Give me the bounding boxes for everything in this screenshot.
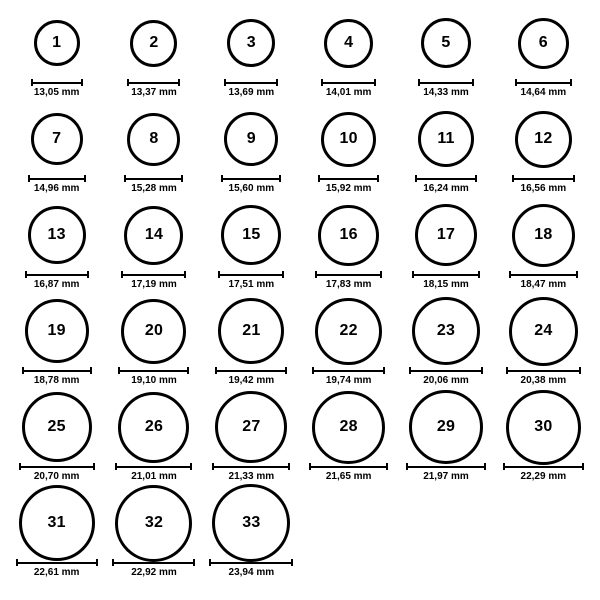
dimension-line bbox=[115, 466, 192, 468]
dimension-line bbox=[406, 466, 486, 468]
ring-diameter-label: 15,60 mm bbox=[228, 183, 275, 194]
dimension-line bbox=[124, 178, 183, 180]
ring-dimension bbox=[209, 559, 293, 578]
ring-diameter-label: 20,70 mm bbox=[33, 471, 80, 482]
dimension-line bbox=[16, 562, 98, 564]
dimension-line bbox=[121, 274, 186, 276]
ring-size-cell bbox=[397, 12, 494, 108]
ring-dimension bbox=[224, 79, 278, 98]
ring-size-number: 30 bbox=[534, 418, 553, 435]
ring-dimension bbox=[218, 271, 284, 290]
ring-size-number: 15 bbox=[242, 226, 261, 243]
ring-circle bbox=[227, 19, 275, 67]
dimension-bar-icon bbox=[121, 271, 186, 278]
ring-size-cell bbox=[397, 108, 494, 204]
ring-circle-wrap bbox=[221, 204, 281, 266]
ring-size-cell bbox=[105, 300, 202, 396]
ring-size-cell bbox=[203, 492, 300, 588]
ring-dimension bbox=[112, 559, 195, 578]
dimension-bar-icon bbox=[318, 175, 379, 182]
ring-size-cell bbox=[495, 204, 592, 300]
dimension-bar-icon bbox=[221, 175, 281, 182]
ring-circle bbox=[118, 392, 189, 463]
dimension-line bbox=[509, 274, 578, 276]
dimension-line bbox=[309, 466, 388, 468]
dimension-bar-icon bbox=[321, 79, 376, 86]
ring-circle-wrap bbox=[19, 492, 95, 554]
ring-circle-wrap bbox=[212, 492, 290, 554]
ring-size-number: 9 bbox=[246, 130, 256, 147]
dimension-line bbox=[118, 370, 189, 372]
ring-diameter-label: 17,83 mm bbox=[325, 279, 372, 290]
ring-dimension bbox=[318, 175, 379, 194]
ring-circle-wrap bbox=[224, 108, 278, 170]
ring-size-number: 21 bbox=[242, 322, 261, 339]
dimension-bar-icon bbox=[124, 175, 183, 182]
ring-circle bbox=[19, 485, 95, 561]
ring-dimension bbox=[321, 79, 376, 98]
ring-circle-wrap bbox=[315, 300, 382, 362]
ring-diameter-label: 19,42 mm bbox=[228, 375, 275, 386]
ring-circle bbox=[518, 18, 569, 69]
ring-size-number: 3 bbox=[246, 34, 256, 51]
ring-circle bbox=[412, 297, 480, 365]
dimension-line bbox=[506, 370, 581, 372]
ring-size-number: 10 bbox=[339, 130, 358, 147]
ring-size-cell bbox=[8, 12, 105, 108]
ring-circle-wrap bbox=[130, 12, 177, 74]
dimension-bar-icon bbox=[31, 79, 83, 86]
ring-circle-wrap bbox=[409, 396, 483, 458]
ring-size-cell bbox=[203, 204, 300, 300]
ring-size-number: 11 bbox=[437, 130, 455, 147]
dimension-line bbox=[31, 82, 83, 84]
dimension-bar-icon bbox=[16, 559, 98, 566]
ring-dimension bbox=[121, 271, 186, 290]
ring-dimension bbox=[127, 79, 180, 98]
dimension-bar-icon bbox=[209, 559, 293, 566]
ring-size-cell bbox=[203, 108, 300, 204]
ring-diameter-label: 13,05 mm bbox=[33, 87, 80, 98]
dimension-bar-icon bbox=[19, 463, 95, 470]
ring-circle bbox=[28, 206, 86, 264]
ring-circle bbox=[418, 111, 474, 167]
ring-dimension bbox=[312, 367, 385, 386]
dimension-bar-icon bbox=[512, 175, 575, 182]
ring-circle-wrap bbox=[118, 396, 189, 458]
ring-size-number: 26 bbox=[144, 418, 164, 435]
ring-size-cell bbox=[105, 12, 202, 108]
ring-diameter-label: 20,06 mm bbox=[423, 375, 469, 386]
ring-circle-wrap bbox=[512, 204, 575, 266]
ring-size-cell bbox=[8, 204, 105, 300]
ring-dimension bbox=[31, 79, 83, 98]
ring-circle-wrap bbox=[34, 12, 80, 74]
ring-circle bbox=[321, 112, 376, 167]
dimension-line bbox=[127, 82, 180, 84]
ring-circle bbox=[218, 298, 284, 364]
ring-circle-wrap bbox=[421, 12, 471, 74]
ring-diameter-label: 16,24 mm bbox=[423, 183, 469, 194]
ring-diameter-label: 21,65 mm bbox=[325, 471, 372, 482]
ring-dimension bbox=[16, 559, 98, 578]
ring-size-cell bbox=[203, 300, 300, 396]
ring-dimension bbox=[221, 175, 281, 194]
ring-size-cell bbox=[203, 396, 300, 492]
dimension-bar-icon bbox=[503, 463, 584, 470]
ring-dimension bbox=[406, 463, 486, 482]
ring-dimension bbox=[412, 271, 480, 290]
ring-diameter-label: 15,92 mm bbox=[325, 183, 372, 194]
ring-diameter-label: 20,38 mm bbox=[520, 375, 567, 386]
ring-dimension bbox=[309, 463, 388, 482]
ring-circle bbox=[34, 20, 80, 66]
ring-diameter-label: 14,96 mm bbox=[33, 183, 80, 194]
ring-diameter-label: 19,74 mm bbox=[325, 375, 372, 386]
dimension-line bbox=[515, 82, 572, 84]
dimension-bar-icon bbox=[412, 271, 480, 278]
ring-circle-wrap bbox=[215, 396, 287, 458]
ring-dimension bbox=[506, 367, 581, 386]
ring-dimension bbox=[418, 79, 474, 98]
dimension-bar-icon bbox=[25, 271, 89, 278]
ring-diameter-label: 17,19 mm bbox=[131, 279, 177, 290]
ring-circle-wrap bbox=[506, 396, 581, 458]
ring-diameter-label: 22,92 mm bbox=[131, 567, 177, 578]
dimension-bar-icon bbox=[224, 79, 278, 86]
ring-circle bbox=[25, 299, 89, 363]
ring-size-number: 5 bbox=[441, 34, 451, 51]
ring-dimension bbox=[212, 463, 290, 482]
ring-size-cell bbox=[397, 396, 494, 492]
dimension-bar-icon bbox=[28, 175, 86, 182]
dimension-line bbox=[212, 466, 290, 468]
dimension-bar-icon bbox=[515, 79, 572, 86]
dimension-line bbox=[503, 466, 584, 468]
ring-circle bbox=[415, 204, 477, 266]
ring-circle-wrap bbox=[227, 12, 275, 74]
ring-dimension bbox=[22, 367, 92, 386]
ring-circle-wrap bbox=[22, 396, 92, 458]
ring-diameter-label: 23,94 mm bbox=[228, 567, 275, 578]
dimension-bar-icon bbox=[22, 367, 92, 374]
ring-circle bbox=[31, 113, 83, 165]
ring-circle-wrap bbox=[324, 12, 373, 74]
dimension-line bbox=[112, 562, 195, 564]
ring-circle-wrap bbox=[518, 12, 569, 74]
ring-size-cell bbox=[105, 204, 202, 300]
ring-dimension bbox=[515, 79, 572, 98]
dimension-line bbox=[415, 178, 477, 180]
dimension-bar-icon bbox=[415, 175, 477, 182]
ring-circle-wrap bbox=[318, 204, 379, 266]
ring-size-number: 23 bbox=[436, 322, 456, 339]
dimension-bar-icon bbox=[506, 367, 581, 374]
ring-circle bbox=[121, 299, 186, 364]
ring-diameter-label: 13,37 mm bbox=[131, 87, 177, 98]
ring-circle-wrap bbox=[415, 204, 477, 266]
dimension-line bbox=[28, 178, 86, 180]
dimension-line bbox=[209, 562, 293, 564]
ring-dimension bbox=[115, 463, 192, 482]
ring-diameter-label: 22,61 mm bbox=[33, 567, 80, 578]
dimension-line bbox=[215, 370, 287, 372]
ring-size-cell bbox=[105, 492, 202, 588]
ring-diameter-label: 17,51 mm bbox=[228, 279, 275, 290]
ring-size-number: 32 bbox=[144, 514, 164, 531]
ring-diameter-label: 13,69 mm bbox=[228, 87, 275, 98]
ring-circle-wrap bbox=[124, 204, 183, 266]
ring-dimension bbox=[25, 271, 89, 290]
ring-circle-wrap bbox=[509, 300, 578, 362]
ring-diameter-label: 14,01 mm bbox=[325, 87, 372, 98]
ring-size-number: 22 bbox=[339, 322, 358, 339]
dimension-line bbox=[512, 178, 575, 180]
ring-dimension bbox=[509, 271, 578, 290]
ring-dimension bbox=[124, 175, 183, 194]
ring-circle bbox=[130, 20, 177, 67]
ring-size-number: 25 bbox=[47, 418, 66, 435]
ring-dimension bbox=[19, 463, 95, 482]
ring-dimension bbox=[118, 367, 189, 386]
ring-circle bbox=[221, 205, 281, 265]
ring-size-cell bbox=[495, 396, 592, 492]
ring-size-cell bbox=[300, 12, 397, 108]
ring-size-cell bbox=[495, 12, 592, 108]
ring-size-number: 27 bbox=[242, 418, 261, 435]
ring-size-number: 13 bbox=[47, 226, 66, 243]
dimension-line bbox=[318, 178, 379, 180]
dimension-line bbox=[224, 82, 278, 84]
ring-size-number: 17 bbox=[436, 226, 456, 243]
ring-circle bbox=[506, 390, 581, 465]
dimension-bar-icon bbox=[409, 367, 483, 374]
ring-circle bbox=[515, 111, 572, 168]
ring-size-number: 14 bbox=[144, 226, 164, 243]
ring-size-cell bbox=[105, 108, 202, 204]
dimension-bar-icon bbox=[218, 271, 284, 278]
ring-size-cell bbox=[8, 492, 105, 588]
ring-size-cell bbox=[105, 396, 202, 492]
ring-circle-wrap bbox=[31, 108, 83, 170]
ring-dimension bbox=[409, 367, 483, 386]
ring-circle-wrap bbox=[321, 108, 376, 170]
dimension-line bbox=[22, 370, 92, 372]
ring-size-number: 16 bbox=[339, 226, 358, 243]
ring-diameter-label: 18,78 mm bbox=[33, 375, 80, 386]
ring-circle bbox=[224, 112, 278, 166]
dimension-line bbox=[418, 82, 474, 84]
dimension-line bbox=[315, 274, 382, 276]
ring-size-cell bbox=[8, 396, 105, 492]
dimension-bar-icon bbox=[312, 367, 385, 374]
dimension-line bbox=[321, 82, 376, 84]
ring-circle bbox=[22, 392, 92, 462]
ring-size-number: 33 bbox=[242, 514, 261, 531]
ring-size-cell bbox=[203, 12, 300, 108]
ring-dimension bbox=[503, 463, 584, 482]
ring-size-number: 28 bbox=[339, 418, 358, 435]
dimension-bar-icon bbox=[309, 463, 388, 470]
ring-dimension bbox=[315, 271, 382, 290]
ring-size-number: 8 bbox=[149, 130, 159, 147]
ring-size-number: 31 bbox=[47, 514, 66, 531]
dimension-bar-icon bbox=[212, 463, 290, 470]
ring-dimension bbox=[28, 175, 86, 194]
ring-size-number: 24 bbox=[534, 322, 553, 339]
ring-circle bbox=[421, 18, 471, 68]
ring-size-grid bbox=[8, 12, 592, 588]
dimension-bar-icon bbox=[315, 271, 382, 278]
ring-diameter-label: 14,33 mm bbox=[423, 87, 469, 98]
ring-circle bbox=[512, 204, 575, 267]
ring-circle bbox=[124, 206, 183, 265]
dimension-bar-icon bbox=[418, 79, 474, 86]
ring-size-cell bbox=[495, 108, 592, 204]
ring-diameter-label: 21,97 mm bbox=[423, 471, 469, 482]
ring-diameter-label: 22,29 mm bbox=[520, 471, 567, 482]
ring-size-cell bbox=[300, 108, 397, 204]
dimension-line bbox=[218, 274, 284, 276]
ring-circle-wrap bbox=[418, 108, 474, 170]
ring-size-number: 12 bbox=[534, 130, 553, 147]
ring-circle bbox=[312, 391, 385, 464]
dimension-bar-icon bbox=[406, 463, 486, 470]
ring-size-cell bbox=[300, 204, 397, 300]
ring-circle-wrap bbox=[115, 492, 192, 554]
dimension-line bbox=[19, 466, 95, 468]
ring-size-number: 1 bbox=[52, 34, 62, 51]
ring-diameter-label: 18,15 mm bbox=[423, 279, 469, 290]
ring-circle-wrap bbox=[25, 300, 89, 362]
ring-size-number: 29 bbox=[436, 418, 456, 435]
ring-diameter-label: 16,87 mm bbox=[33, 279, 80, 290]
ring-size-number: 20 bbox=[144, 322, 164, 339]
ring-diameter-label: 16,56 mm bbox=[520, 183, 567, 194]
ring-diameter-label: 14,64 mm bbox=[520, 87, 567, 98]
ring-circle bbox=[212, 484, 290, 562]
dimension-line bbox=[25, 274, 89, 276]
dimension-bar-icon bbox=[112, 559, 195, 566]
dimension-bar-icon bbox=[115, 463, 192, 470]
ring-size-cell bbox=[8, 300, 105, 396]
ring-circle bbox=[127, 113, 180, 166]
dimension-bar-icon bbox=[215, 367, 287, 374]
ring-size-number: 6 bbox=[538, 34, 548, 51]
dimension-line bbox=[312, 370, 385, 372]
ring-size-cell bbox=[300, 300, 397, 396]
dimension-bar-icon bbox=[127, 79, 180, 86]
ring-circle bbox=[324, 19, 373, 68]
ring-size-number: 19 bbox=[47, 322, 66, 339]
ring-diameter-label: 19,10 mm bbox=[131, 375, 177, 386]
ring-circle bbox=[315, 298, 382, 365]
dimension-line bbox=[412, 274, 480, 276]
ring-circle-wrap bbox=[218, 300, 284, 362]
ring-circle bbox=[215, 391, 287, 463]
ring-size-cell bbox=[397, 204, 494, 300]
ring-circle bbox=[318, 205, 379, 266]
ring-diameter-label: 21,01 mm bbox=[131, 471, 177, 482]
ring-size-cell bbox=[397, 300, 494, 396]
ring-diameter-label: 15,28 mm bbox=[131, 183, 177, 194]
ring-size-cell bbox=[495, 300, 592, 396]
ring-diameter-label: 21,33 mm bbox=[228, 471, 275, 482]
ring-circle bbox=[115, 485, 192, 562]
ring-dimension bbox=[512, 175, 575, 194]
ring-circle-wrap bbox=[28, 204, 86, 266]
ring-size-number: 4 bbox=[344, 34, 354, 51]
ring-circle bbox=[409, 390, 483, 464]
ring-circle-wrap bbox=[121, 300, 186, 362]
ring-size-number: 7 bbox=[52, 130, 62, 147]
ring-circle-wrap bbox=[412, 300, 480, 362]
ring-circle-wrap bbox=[312, 396, 385, 458]
ring-size-cell bbox=[300, 396, 397, 492]
ring-diameter-label: 18,47 mm bbox=[520, 279, 567, 290]
dimension-line bbox=[221, 178, 281, 180]
ring-circle-wrap bbox=[515, 108, 572, 170]
ring-circle-wrap bbox=[127, 108, 180, 170]
ring-size-cell bbox=[8, 108, 105, 204]
dimension-bar-icon bbox=[509, 271, 578, 278]
ring-dimension bbox=[415, 175, 477, 194]
dimension-bar-icon bbox=[118, 367, 189, 374]
ring-size-number: 2 bbox=[149, 34, 159, 51]
dimension-line bbox=[409, 370, 483, 372]
ring-size-number: 18 bbox=[534, 226, 553, 243]
ring-dimension bbox=[215, 367, 287, 386]
ring-circle bbox=[509, 297, 578, 366]
